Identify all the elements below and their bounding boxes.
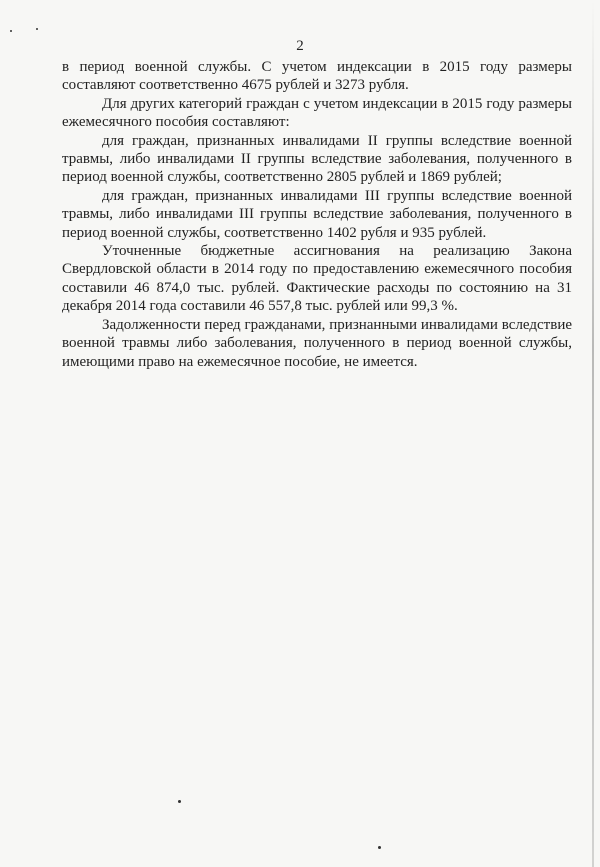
paragraph-debt: Задолженности перед гражданами, признанными инвалидами вследствие военной травмы либо заболевания, полученного в период военной службы, имеющими право на ежемесячное пособие, не имеется. <box>62 316 572 370</box>
paragraph-continuation: в период военной службы. С учетом индексации в 2015 году размеры составляют соответственно 4675 рублей и 3273 рубля. <box>62 59 572 94</box>
paragraph-group-2: для граждан, признанных инвалидами II группы вследствие военной травмы, либо инвалидами II группы вследствие заболевания, полученного в период военной службы, соответственно 2805 рублей и 1869 рублей; <box>62 132 572 186</box>
scan-edge <box>592 0 594 867</box>
scan-speck <box>10 30 12 32</box>
document-body <box>62 58 572 371</box>
page-number: 2 <box>296 38 304 54</box>
scan-speck <box>178 800 181 803</box>
paragraph-group-3: для граждан, признанных инвалидами III группы вследствие военной травмы, либо инвалидами III группы вследствие заболевания, полученного в период военной службы, соответственно 1402 рубля и 935 рублей. <box>62 187 572 241</box>
scan-speck <box>378 846 381 849</box>
scan-speck <box>36 28 38 30</box>
paragraph-budget: Уточненные бюджетные ассигнования на реализацию Закона Свердловской области в 2014 году по предоставлению ежемесячного пособия составили 46 874,0 тыс. рублей. Фактические расходы по состоянию на 31 декабря 2014 года составили 46 557,8 тыс. рублей или 99,3 %. <box>62 243 572 315</box>
paragraph-other-categories: Для других категорий граждан с учетом индексации в 2015 году размеры ежемесячного пособия составляют: <box>62 95 572 131</box>
